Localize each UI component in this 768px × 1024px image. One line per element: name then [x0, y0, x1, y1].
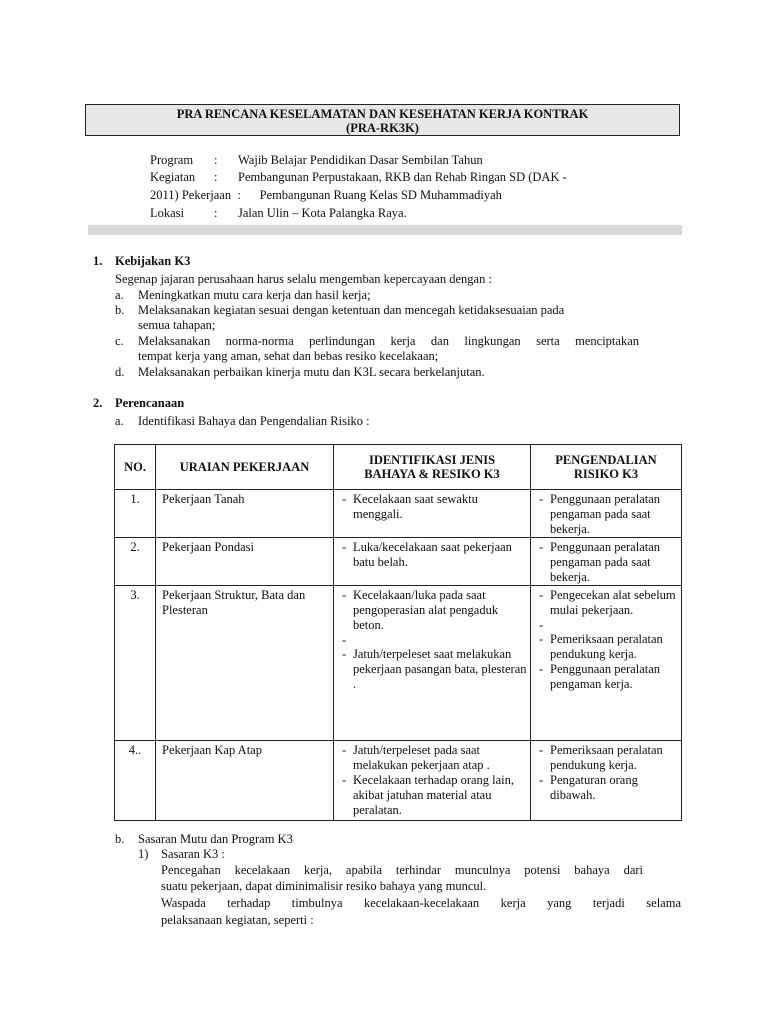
control-item: - Pengecekan alat sebelum mulai pekerjaan. [539, 588, 679, 618]
row-job: Pekerjaan Kap Atap [156, 741, 334, 821]
policy-item-a-mark: a. [115, 288, 124, 302]
row-number: 1. [115, 490, 156, 538]
section1-number: 1. [93, 254, 103, 268]
policy-item-b: Melaksanakan kegiatan sesuai dengan ketentuan dan mencegah ketidaksesuaian pada [138, 303, 565, 317]
meta-program [150, 152, 483, 170]
control-item: - Pengaturan orang dibawah. [539, 773, 679, 803]
lokasi-colon: : [214, 206, 218, 220]
spacer [342, 633, 528, 647]
row-number: 4.. [115, 741, 156, 821]
control-item: - Penggunaan peralatan pengaman kerja. [539, 662, 679, 692]
row-controls [531, 741, 682, 821]
paragraph-2-line-1: Waspada terhadap timbulnya kecelakaan-kecelakaan kerja yang terjadi selama [161, 896, 681, 910]
section2-sub-b-mark: b. [115, 832, 125, 846]
header-pengendalian: PENGENDALIAN RISIKO K3 [531, 445, 682, 490]
section2-number: 2. [93, 396, 103, 410]
section2-sub-a: Identifikasi Bahaya dan Pengendalian Risiko : [138, 414, 370, 428]
row-number: 2. [115, 538, 156, 586]
header-no: NO. [115, 445, 156, 490]
program-colon: : [214, 153, 218, 167]
spacer [539, 618, 679, 632]
row-controls [531, 586, 682, 741]
row-job: Pekerjaan Struktur, Bata dan Plesteran [156, 586, 334, 741]
hazard-item: - Luka/kecelakaan saat pekerjaan batu belah. [342, 540, 528, 570]
control-item: - Penggunaan peralatan pengaman pada saat bekerja. [539, 492, 679, 537]
row-hazards [334, 490, 531, 538]
program-label: Program [150, 153, 194, 167]
table-header-row [115, 445, 682, 490]
section1-intro: Segenap jajaran perusahaan harus selalu mengemban kepercayaan dengan : [115, 272, 492, 286]
kegiatan-colon: : [214, 170, 218, 184]
control-item: - Penggunaan peralatan pengaman pada saat bekerja. [539, 540, 679, 585]
table-row [115, 586, 682, 741]
row-job: Pekerjaan Tanah [156, 490, 334, 538]
policy-item-c-mark: c. [115, 334, 124, 348]
hazard-table [114, 444, 682, 821]
row-controls [531, 490, 682, 538]
row-hazards [334, 586, 531, 741]
program-value: Wajib Belajar Pendidikan Dasar Sembilan Tahun [238, 153, 483, 167]
policy-item-d: Melaksanakan perbaikan kinerja mutu dan K3L secara berkelanjutan. [138, 365, 485, 379]
hazard-item: - Jatuh/terpeleset saat melakukan pekerjaan pasangan bata, plesteran . [342, 647, 528, 692]
lokasi-value: Jalan Ulin – Kota Palangka Raya. [238, 206, 407, 220]
paragraph-2-line-2: pelaksanaan kegiatan, seperti : [161, 913, 314, 927]
row-job: Pekerjaan Pondasi [156, 538, 334, 586]
meta-pekerjaan: 2011) Pekerjaan : Pembangunan Ruang Kelas SD Muhammadiyah [150, 188, 502, 202]
paragraph-1-line-1: Pencegahan kecelakaan kerja, apabila terhindar munculnya potensi bahaya dari [161, 863, 643, 877]
policy-item-b-cont: semua tahapan; [138, 318, 216, 332]
header-identifikasi: IDENTIFIKASI JENIS BAHAYA & RESIKO K3 [334, 445, 531, 490]
paragraph-1-line-2: suatu pekerjaan, dapat diminimalisir resiko bahaya yang muncul. [161, 879, 487, 893]
row-hazards [334, 538, 531, 586]
row-controls [531, 538, 682, 586]
section2-sub-b1-mark: 1) [138, 847, 149, 861]
table-row [115, 538, 682, 586]
control-item: - Pemeriksaan peralatan pendukung kerja. [539, 743, 679, 773]
row-number: 3. [115, 586, 156, 741]
document-title-box [85, 104, 680, 136]
hazard-item: - Kecelakaan saat sewaktu menggali. [342, 492, 528, 522]
section2-sub-a-mark: a. [115, 414, 124, 428]
control-item: - Pemeriksaan peralatan pendukung kerja. [539, 632, 679, 662]
policy-item-c: Melaksanakan norma-norma perlindungan kerja dan lingkungan serta menciptakan [138, 334, 639, 348]
row-hazards [334, 741, 531, 821]
divider-bar [88, 225, 682, 235]
section2-heading: Perencanaan [115, 396, 185, 410]
policy-item-c-cont: tempat kerja yang aman, sehat dan bebas resiko kecelakaan; [138, 349, 439, 363]
section2-sub-b1: Sasaran K3 : [161, 847, 225, 861]
section1-heading: Kebijakan K3 [115, 254, 191, 268]
section2-sub-b: Sasaran Mutu dan Program K3 [138, 832, 293, 846]
kegiatan-value: Pembangunan Perpustakaan, RKB dan Rehab Ringan SD (DAK - [238, 170, 567, 184]
lokasi-label: Lokasi [150, 206, 185, 220]
hazard-item: - Jatuh/terpeleset pada saat melakukan pekerjaan atap . [342, 743, 528, 773]
header-uraian: URAIAN PEKERJAAN [156, 445, 334, 490]
document-title: PRA RENCANA KESELAMATAN DAN KESEHATAN KERJA KONTRAK [176, 107, 589, 121]
hazard-item: - Kecelakaan/luka pada saat pengoperasian alat pengaduk beton. [342, 588, 528, 633]
policy-item-a: Meningkatkan mutu cara kerja dan hasil kerja; [138, 288, 371, 302]
document-subtitle: (PRA-RK3K) [346, 121, 419, 135]
table-row [115, 490, 682, 538]
meta-lokasi [150, 205, 407, 223]
meta-kegiatan [150, 169, 567, 187]
hazard-item: - Kecelakaan terhadap orang lain, akibat jatuhan material atau peralatan. [342, 773, 528, 818]
policy-item-d-mark: d. [115, 365, 125, 379]
table-row [115, 741, 682, 821]
policy-item-b-mark: b. [115, 303, 125, 317]
kegiatan-label: Kegiatan [150, 170, 196, 184]
